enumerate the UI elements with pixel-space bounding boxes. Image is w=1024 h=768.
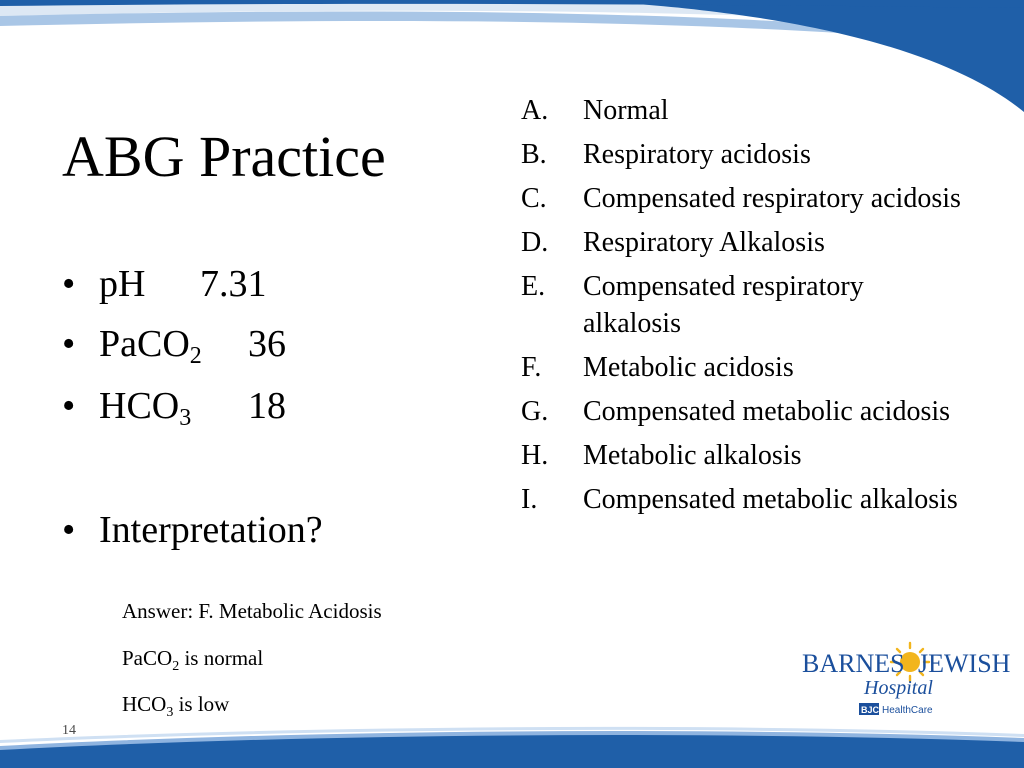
option-text: Respiratory Alkalosis bbox=[583, 227, 825, 258]
option-letter: I. bbox=[521, 484, 538, 515]
answer-hco3-note: $HCO_3$ is low bbox=[122, 692, 230, 720]
slide-title: ABG Practice bbox=[62, 124, 386, 189]
option-i bbox=[521, 481, 961, 518]
logo-org: HealthCare bbox=[882, 705, 933, 716]
barnes-jewish-hospital-logo bbox=[802, 640, 1011, 720]
option-d bbox=[521, 224, 961, 261]
bullet-icon: • bbox=[62, 509, 76, 551]
bullet-icon: • bbox=[62, 263, 76, 305]
bottom-swoosh-decoration bbox=[0, 718, 1024, 768]
bullet-icon: • bbox=[62, 323, 76, 365]
logo-badge: BJC bbox=[861, 705, 880, 715]
option-c bbox=[521, 180, 961, 217]
answer-options-list bbox=[521, 92, 961, 518]
answer-paco2-note: PaCO$_2$ is normal bbox=[122, 646, 264, 674]
option-text: Compensated metabolic acidosis bbox=[583, 396, 951, 427]
lab-label: PaCO bbox=[99, 323, 190, 365]
question-text: Interpretation? bbox=[99, 509, 323, 551]
option-text: Compensated respiratory alkalosis bbox=[583, 271, 864, 339]
logo-name-part2: JEWISH bbox=[918, 649, 1011, 678]
option-text: Metabolic acidosis bbox=[583, 352, 794, 383]
answer-line: Answer: F. Metabolic Acidosis bbox=[122, 599, 382, 623]
option-g bbox=[521, 393, 961, 430]
slide-number: 14 bbox=[62, 723, 76, 738]
option-letter: F. bbox=[521, 352, 542, 383]
option-letter: C. bbox=[521, 183, 547, 214]
option-letter: E. bbox=[521, 271, 546, 302]
option-letter: G. bbox=[521, 396, 549, 427]
lab-label-subscript: 2 bbox=[189, 343, 202, 369]
logo-name-part1: BARNES bbox=[802, 649, 905, 678]
lab-value: 7.31 bbox=[200, 263, 267, 305]
option-h bbox=[521, 437, 961, 474]
lab-value: 36 bbox=[248, 323, 286, 365]
option-text: Respiratory acidosis bbox=[583, 139, 811, 170]
option-text: Compensated metabolic alkalosis bbox=[583, 484, 958, 515]
option-letter: H. bbox=[521, 440, 549, 471]
option-f bbox=[521, 349, 961, 386]
lab-label-subscript: 3 bbox=[179, 405, 192, 431]
option-a bbox=[521, 92, 961, 129]
option-text: Normal bbox=[583, 95, 669, 126]
lab-label: HCO bbox=[99, 385, 180, 427]
option-letter: D. bbox=[521, 227, 549, 258]
option-text: Compensated respiratory acidosis bbox=[583, 183, 961, 214]
option-b bbox=[521, 136, 961, 173]
lab-label: pH bbox=[99, 263, 146, 305]
logo-subtitle: Hospital bbox=[864, 677, 933, 699]
option-text: Metabolic alkalosis bbox=[583, 440, 802, 471]
bullet-icon: • bbox=[62, 385, 76, 427]
lab-value: 18 bbox=[248, 385, 286, 427]
option-letter: A. bbox=[521, 95, 549, 126]
option-e bbox=[521, 268, 961, 342]
option-letter: B. bbox=[521, 139, 547, 170]
